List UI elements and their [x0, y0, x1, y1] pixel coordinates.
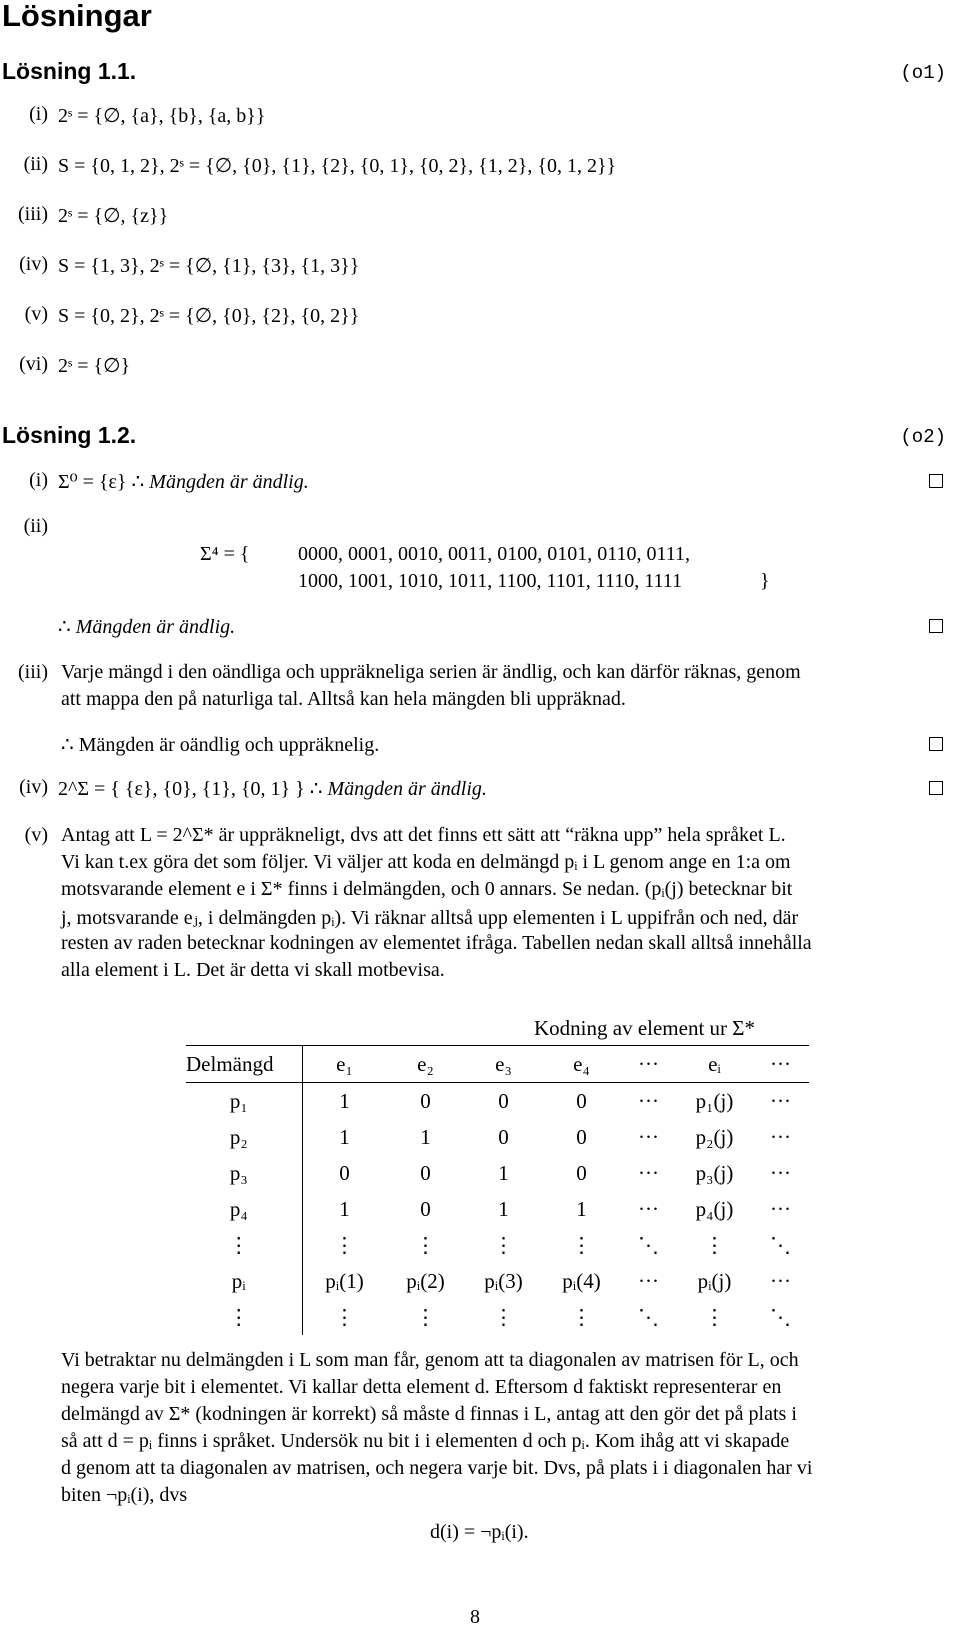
section-heading-1-2: Lösning 1.2.: [2, 422, 137, 448]
table-cell: ⋮: [571, 1304, 592, 1329]
table-cell: ⋱: [638, 1232, 659, 1257]
table-row: [186, 1191, 809, 1227]
table-cell: ···: [638, 1196, 659, 1221]
sigma4-row-1: 0000, 0001, 0010, 0011, 0100, 0101, 0110, 0111,: [298, 543, 691, 565]
conclusion-text: Mängden är ändlig.: [75, 616, 236, 638]
table-row: [186, 1299, 809, 1335]
sigma4-close: }: [760, 570, 770, 592]
table-row: [186, 1119, 809, 1155]
table-cell: 0: [339, 1160, 350, 1185]
table-cell: 1: [339, 1088, 350, 1113]
paragraph-line: negera varje bit i elementet. Vi kallar detta element d. Eftersom d faktiskt representerar en: [61, 1376, 782, 1398]
table-cell: 1: [420, 1124, 431, 1149]
item-label: (iii): [18, 203, 48, 225]
page-number: 8: [470, 1606, 480, 1628]
table-cell: ⋮: [493, 1232, 514, 1257]
table-row: [186, 1227, 809, 1263]
table-cell: ···: [638, 1160, 659, 1185]
table-column-header: e₁: [302, 1046, 387, 1083]
sigma4-row-2: 1000, 1001, 1010, 1011, 1100, 1101, 1110, 1111: [298, 570, 683, 592]
table-cell: 1: [339, 1124, 350, 1149]
item-label: (iii): [18, 661, 48, 683]
qed-box-icon: [929, 737, 943, 751]
table-row: [186, 1155, 809, 1191]
iii-conclusion: [61, 732, 379, 757]
therefore-symbol: ∴: [309, 778, 323, 800]
table-caption-row: [186, 1011, 809, 1046]
item-formula: 2ˢ = {∅, {z}}: [58, 205, 169, 227]
qed-box-icon: [929, 781, 943, 795]
table-row: [186, 1263, 809, 1299]
table-row: [186, 1083, 809, 1120]
page-title: Lösningar: [2, 0, 152, 33]
sigma0-formula: [58, 469, 309, 494]
table-cell: pᵢ(4): [562, 1268, 601, 1293]
table-cell: ⋱: [770, 1304, 791, 1329]
conclusion-text: Mängden är ändlig.: [327, 778, 487, 800]
paragraph-line: Vi kan t.ex göra det som följer. Vi väljer att koda en delmängd pᵢ i L genom ange en 1:a om: [61, 851, 791, 873]
paragraph-line: alla element i L. Det är detta vi skall motbevisa.: [61, 959, 445, 981]
table-cell: 0: [420, 1088, 431, 1113]
table-cell: ⋮: [334, 1232, 355, 1257]
item-label: (v): [24, 824, 48, 846]
item-formula: S = {0, 2}, 2ˢ = {∅, {0}, {2}, {0, 2}}: [58, 305, 360, 327]
row-label: p₂: [186, 1119, 302, 1155]
table-column-header: eᵢ: [677, 1046, 753, 1083]
table-cell: 0: [498, 1088, 509, 1113]
table-cell: ···: [770, 1160, 791, 1185]
table-cell: 0: [576, 1124, 587, 1149]
therefore-symbol: ∴: [61, 734, 74, 756]
table-cell: ⋮: [571, 1232, 592, 1257]
sigma4-conclusion: [58, 614, 235, 639]
table-column-header: e₃: [465, 1046, 543, 1083]
table-column-header: ···: [753, 1046, 809, 1083]
table-cell: pᵢ(j): [697, 1268, 732, 1293]
display-equation: d(i) = ¬pᵢ(i).: [430, 1521, 529, 1543]
table-cell: 0: [420, 1160, 431, 1185]
table-cell: ⋱: [638, 1304, 659, 1329]
table-cell: ···: [638, 1088, 659, 1113]
item-label: (i): [29, 103, 48, 125]
table-cell: ···: [638, 1268, 659, 1293]
table-cell: ⋱: [770, 1232, 791, 1257]
table-cell: ···: [770, 1124, 791, 1149]
item-formula: 2ˢ = {∅}: [58, 355, 131, 377]
item-label: (ii): [23, 153, 48, 175]
table-caption: Kodning av element ur Σ*: [534, 1015, 756, 1040]
qed-box-icon: [929, 474, 943, 488]
table-cell: p₁(j): [695, 1088, 734, 1113]
table-cell: pᵢ(2): [406, 1268, 445, 1293]
table-cell: ···: [770, 1088, 791, 1113]
table-cell: 1: [498, 1196, 509, 1221]
table-cell: 0: [576, 1160, 587, 1185]
table-cell: [186, 1011, 302, 1046]
paragraph-line: d genom att ta diagonalen av matrisen, och negera varje bit. Dvs, på plats i i diagonalen har vi: [61, 1457, 813, 1479]
item-formula: 2ˢ = {∅, {a}, {b}, {a, b}}: [58, 105, 266, 127]
item-formula: S = {1, 3}, 2ˢ = {∅, {1}, {3}, {1, 3}}: [58, 255, 360, 277]
item-formula: S = {0, 1, 2}, 2ˢ = {∅, {0}, {1}, {2}, {0, 1}, {0, 2}, {1, 2}, {0, 1, 2}}: [58, 155, 617, 177]
paragraph-line: delmängd av Σ* (kodningen är korrekt) så måste d finnas i L, antag att den gör det på plats i: [61, 1403, 797, 1425]
table-cell: ⋮: [493, 1304, 514, 1329]
table-header-row: [186, 1046, 809, 1083]
table-column-header: e₄: [543, 1046, 621, 1083]
qed-box-icon: [929, 619, 943, 633]
table-cell: ⋮: [415, 1304, 436, 1329]
row-label: p₁: [186, 1083, 302, 1120]
paragraph-line: Varje mängd i den oändliga och uppräkneliga serien är ändlig, och kan därför räknas, genom: [61, 661, 801, 683]
item-label: (iv): [19, 253, 48, 275]
section-heading-1-1: Lösning 1.1.: [2, 58, 137, 84]
therefore-symbol: ∴: [131, 471, 145, 493]
table-corner-label: Delmängd: [186, 1046, 302, 1083]
paragraph-line: Vi betraktar nu delmängden i L som man får, genom att ta diagonalen av matrisen för L, och: [61, 1349, 799, 1371]
item-label: (vi): [19, 353, 48, 375]
table-cell: ⋮: [415, 1232, 436, 1257]
table-cell: ···: [770, 1268, 791, 1293]
item-label: (i): [29, 469, 48, 491]
row-label: ⋮: [186, 1227, 302, 1263]
row-label: pᵢ: [186, 1263, 302, 1299]
table-cell: 0: [576, 1088, 587, 1113]
table-cell: ⋮: [334, 1304, 355, 1329]
section-tag-o2: (o2): [900, 426, 946, 448]
table-column-header: e₂: [387, 1046, 465, 1083]
paragraph-line: resten av raden betecknar kodningen av elementet ifråga. Tabellen nedan skall alltså innehålla: [61, 932, 812, 954]
sigma4-lhs: Σ⁴ = {: [200, 543, 250, 565]
table-cell: 0: [420, 1196, 431, 1221]
table-cell: ···: [770, 1196, 791, 1221]
conclusion-text: Mängden är ändlig.: [149, 471, 309, 493]
paragraph-line: att mappa den på naturliga tal. Alltså kan hela mängden bli uppräknad.: [61, 688, 626, 710]
item-label: (ii): [23, 515, 48, 537]
paragraph-line: så att d = pᵢ finns i språket. Undersök nu bit i i elementen d och pᵢ. Kom ihåg att vi skapade: [61, 1430, 790, 1452]
paragraph-line: biten ¬pᵢ(i), dvs: [61, 1484, 188, 1506]
row-label: p₃: [186, 1155, 302, 1191]
table-cell: p₃(j): [695, 1160, 734, 1185]
table-cell: ⋮: [704, 1304, 725, 1329]
item-label: (iv): [19, 776, 48, 798]
formula-text: Σ⁰ = {ε}: [58, 471, 127, 493]
section-tag-o1: (o1): [900, 62, 946, 84]
table-cell: 0: [498, 1124, 509, 1149]
table-cell: 1: [339, 1196, 350, 1221]
table-cell: p₂(j): [695, 1124, 734, 1149]
formula-text: 2^Σ = { {ε}, {0}, {1}, {0, 1} }: [58, 778, 305, 800]
table-cell: ⋮: [704, 1232, 725, 1257]
powerset-formula: [58, 776, 487, 801]
table-cell: pᵢ(1): [325, 1268, 364, 1293]
row-label: ⋮: [186, 1299, 302, 1335]
table-cell: 1: [576, 1196, 587, 1221]
row-label: p₄: [186, 1191, 302, 1227]
therefore-symbol: ∴: [58, 616, 71, 638]
table-column-header: ···: [621, 1046, 677, 1083]
encoding-table: [186, 1011, 809, 1335]
table-cell: ···: [638, 1124, 659, 1149]
table-cell: 1: [498, 1160, 509, 1185]
item-label: (v): [24, 303, 48, 325]
table-cell: pᵢ(3): [484, 1268, 523, 1293]
paragraph-line: motsvarande element e i Σ* finns i delmängden, och 0 annars. Se nedan. (pᵢ(j) betecknar bit: [61, 878, 793, 900]
conclusion-text: Mängden är oändlig och uppräknelig.: [78, 734, 380, 756]
paragraph-line: Antag att L = 2^Σ* är uppräkneligt, dvs att det finns ett sätt att “räkna upp” hela språket L.: [61, 824, 786, 846]
table-cell: p₄(j): [695, 1196, 734, 1221]
paragraph-line: j, motsvarande eⱼ, i delmängden pᵢ). Vi räknar alltså upp elementen i L uppifrån och ned, där: [61, 907, 799, 929]
